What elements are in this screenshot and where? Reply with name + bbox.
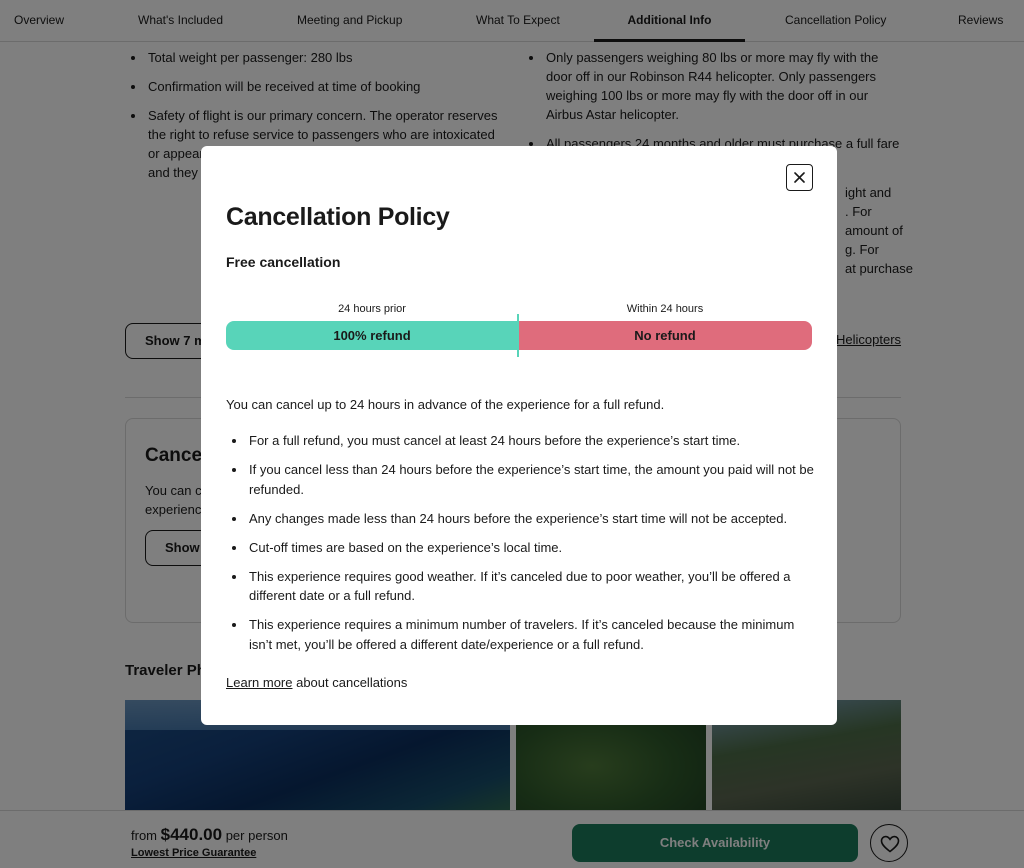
modal-footer (226, 675, 407, 690)
list-item: This experience requires a minimum number of travelers. If it’s canceled because the minimum isn’t met, you’ll be offered a different date/experience or a full refund. (226, 615, 816, 654)
list-item: If you cancel less than 24 hours before the experience’s start time, the amount you paid will not be refunded. (226, 460, 816, 499)
timeline-right-label: Within 24 hours (626, 303, 704, 315)
modal-title: Cancellation Policy (226, 203, 450, 231)
learn-more-link[interactable]: Learn more (226, 675, 293, 690)
modal-intro: You can cancel up to 24 hours in advance of the experience for a full refund. (226, 397, 665, 412)
full-refund-segment: 100% refund (226, 321, 518, 350)
timeline-marker (517, 314, 519, 357)
modal-subtitle: Free cancellation (226, 254, 341, 270)
list-item: Cut-off times are based on the experience’s local time. (226, 538, 816, 558)
close-icon (794, 172, 805, 183)
list-item: This experience requires good weather. If it’s canceled due to poor weather, you’ll be offered a different date or a full refund. (226, 567, 816, 606)
list-item: Any changes made less than 24 hours before the experience’s start time will not be accepted. (226, 509, 816, 529)
timeline-left-label: 24 hours prior (338, 303, 406, 315)
no-refund-segment: No refund (518, 321, 812, 350)
learn-more-suffix: about cancellations (292, 675, 408, 690)
policy-list (226, 431, 816, 664)
cancellation-policy-modal (201, 146, 837, 725)
close-button[interactable] (786, 164, 813, 191)
list-item: For a full refund, you must cancel at least 24 hours before the experience’s start time. (226, 431, 816, 451)
